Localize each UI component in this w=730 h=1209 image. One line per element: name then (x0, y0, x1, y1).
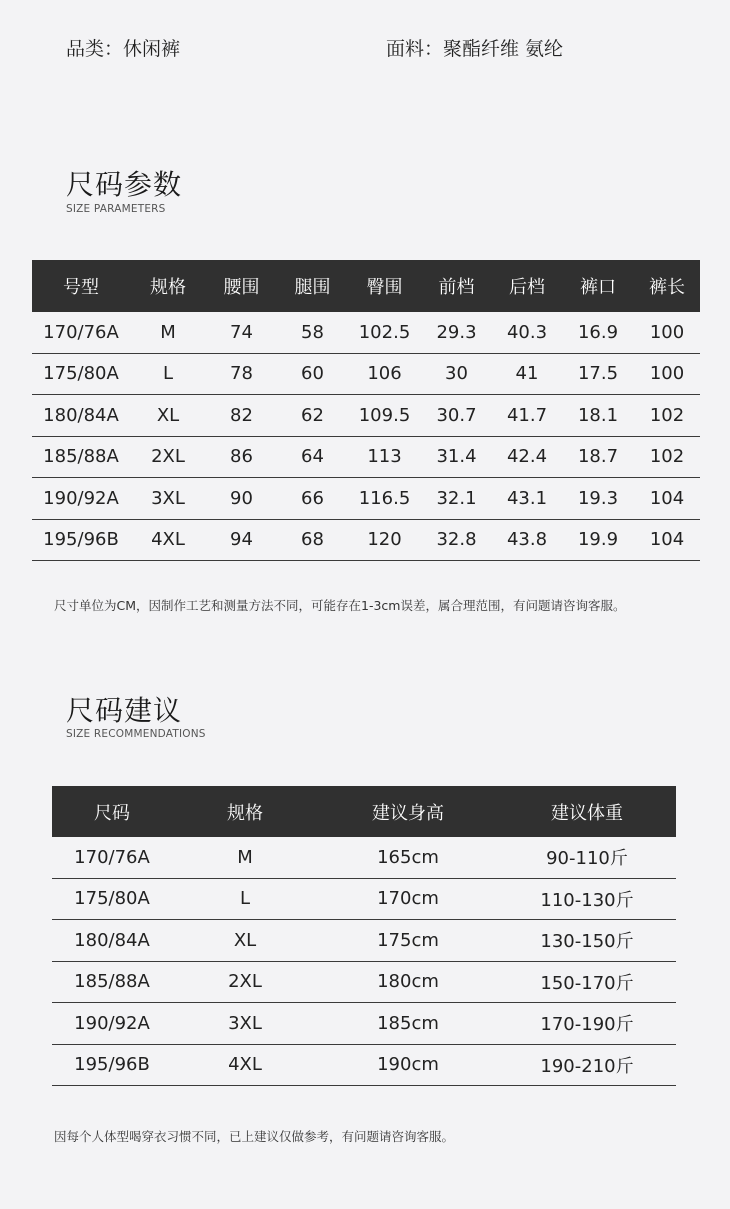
product-category: 品类：休闲裤 (66, 38, 181, 60)
table-row (32, 478, 700, 520)
table-cell: 94 (206, 519, 277, 561)
table-cell: 106 (348, 353, 421, 395)
table-cell: XL (130, 395, 206, 437)
table-cell: 180cm (318, 961, 498, 1003)
table-cell: 195/96B (32, 519, 130, 561)
table-cell: 4XL (130, 519, 206, 561)
table-cell: 19.9 (562, 519, 634, 561)
table-cell: 190cm (318, 1044, 498, 1086)
table-cell: 18.7 (562, 436, 634, 478)
size-parameters-title: 尺码参数 (66, 168, 183, 201)
table-row (52, 920, 676, 962)
table-cell: 104 (634, 478, 700, 520)
table-row (32, 519, 700, 561)
table-cell: 66 (277, 478, 348, 520)
table-row (52, 961, 676, 1003)
table-row (32, 395, 700, 437)
table-cell: 42.4 (492, 436, 562, 478)
table-cell: 104 (634, 519, 700, 561)
header-cell: 规格 (130, 260, 206, 312)
table-cell: 3XL (172, 1003, 318, 1045)
table-row (52, 1044, 676, 1086)
header-cell: 尺码 (52, 786, 172, 837)
table-cell: 109.5 (348, 395, 421, 437)
table-cell: 41.7 (492, 395, 562, 437)
table-cell: 43.1 (492, 478, 562, 520)
table-cell: 2XL (172, 961, 318, 1003)
table-cell: 150-170斤 (498, 961, 676, 1003)
table-cell: 102 (634, 395, 700, 437)
table-cell: 58 (277, 312, 348, 353)
table-cell: 102 (634, 436, 700, 478)
header-cell: 前档 (421, 260, 492, 312)
size-parameters-subtitle: SIZE PARAMETERS (66, 203, 166, 215)
table-cell: 190-210斤 (498, 1044, 676, 1086)
table-cell: 16.9 (562, 312, 634, 353)
table-cell: M (172, 837, 318, 878)
table-cell: 190/92A (32, 478, 130, 520)
header-cell: 臀围 (348, 260, 421, 312)
table-row (52, 878, 676, 920)
table-cell: 113 (348, 436, 421, 478)
table-cell: 30 (421, 353, 492, 395)
table-cell: 110-130斤 (498, 878, 676, 920)
table-cell: 165cm (318, 837, 498, 878)
table-cell: 130-150斤 (498, 920, 676, 962)
table-cell: M (130, 312, 206, 353)
table-cell: 86 (206, 436, 277, 478)
table-cell: 78 (206, 353, 277, 395)
table-cell: 185cm (318, 1003, 498, 1045)
table-cell: 180/84A (52, 920, 172, 962)
table-cell: 19.3 (562, 478, 634, 520)
table-cell: 120 (348, 519, 421, 561)
table-cell: 102.5 (348, 312, 421, 353)
size-parameters-note: 尺寸单位为CM，因制作工艺和测量方法不同，可能存在1-3cm误差，属合理范围，有问题请咨询客服。 (54, 598, 626, 613)
table-cell: 17.5 (562, 353, 634, 395)
header-cell: 号型 (32, 260, 130, 312)
size-recommendations-note: 因每个人体型喝穿衣习惯不同，已上建议仅做参考，有问题请咨询客服。 (54, 1129, 455, 1144)
table-cell: 4XL (172, 1044, 318, 1086)
table-row (32, 312, 700, 353)
table-cell: 185/88A (52, 961, 172, 1003)
header-cell: 规格 (172, 786, 318, 837)
table-cell: 32.8 (421, 519, 492, 561)
table-cell: 60 (277, 353, 348, 395)
table-cell: 62 (277, 395, 348, 437)
table-cell: 32.1 (421, 478, 492, 520)
table-cell: 170/76A (52, 837, 172, 878)
header-cell: 裤长 (634, 260, 700, 312)
table-header-row (32, 260, 700, 312)
table-cell: 43.8 (492, 519, 562, 561)
header-cell: 裤口 (562, 260, 634, 312)
table-cell: 64 (277, 436, 348, 478)
table-row (52, 837, 676, 878)
table-cell: 175/80A (52, 878, 172, 920)
table-cell: 100 (634, 353, 700, 395)
table-cell: 185/88A (32, 436, 130, 478)
table-cell: 100 (634, 312, 700, 353)
table-cell: 90 (206, 478, 277, 520)
size-parameters-table (32, 260, 700, 561)
table-cell: 170-190斤 (498, 1003, 676, 1045)
header-cell: 后档 (492, 260, 562, 312)
table-cell: 82 (206, 395, 277, 437)
header-cell: 建议身高 (318, 786, 498, 837)
table-cell: 29.3 (421, 312, 492, 353)
table-row (32, 436, 700, 478)
size-recommendations-subtitle: SIZE RECOMMENDATIONS (66, 728, 206, 740)
table-row (32, 353, 700, 395)
header-cell: 建议体重 (498, 786, 676, 837)
table-cell: 90-110斤 (498, 837, 676, 878)
table-cell: 41 (492, 353, 562, 395)
table-row (52, 1003, 676, 1045)
table-cell: 116.5 (348, 478, 421, 520)
table-cell: L (172, 878, 318, 920)
header-cell: 腰围 (206, 260, 277, 312)
table-cell: 170cm (318, 878, 498, 920)
table-cell: 18.1 (562, 395, 634, 437)
size-recommendations-table (52, 786, 676, 1086)
table-cell: 2XL (130, 436, 206, 478)
table-cell: XL (172, 920, 318, 962)
header-cell: 腿围 (277, 260, 348, 312)
table-cell: 40.3 (492, 312, 562, 353)
table-cell: 74 (206, 312, 277, 353)
table-cell: 68 (277, 519, 348, 561)
size-recommendations-title: 尺码建议 (66, 694, 183, 727)
table-cell: 175cm (318, 920, 498, 962)
product-fabric: 面料：聚酯纤维 氨纶 (386, 38, 564, 60)
table-cell: L (130, 353, 206, 395)
table-header-row (52, 786, 676, 837)
table-cell: 190/92A (52, 1003, 172, 1045)
table-cell: 3XL (130, 478, 206, 520)
table-cell: 180/84A (32, 395, 130, 437)
table-cell: 175/80A (32, 353, 130, 395)
table-cell: 31.4 (421, 436, 492, 478)
table-cell: 30.7 (421, 395, 492, 437)
table-cell: 170/76A (32, 312, 130, 353)
table-cell: 195/96B (52, 1044, 172, 1086)
